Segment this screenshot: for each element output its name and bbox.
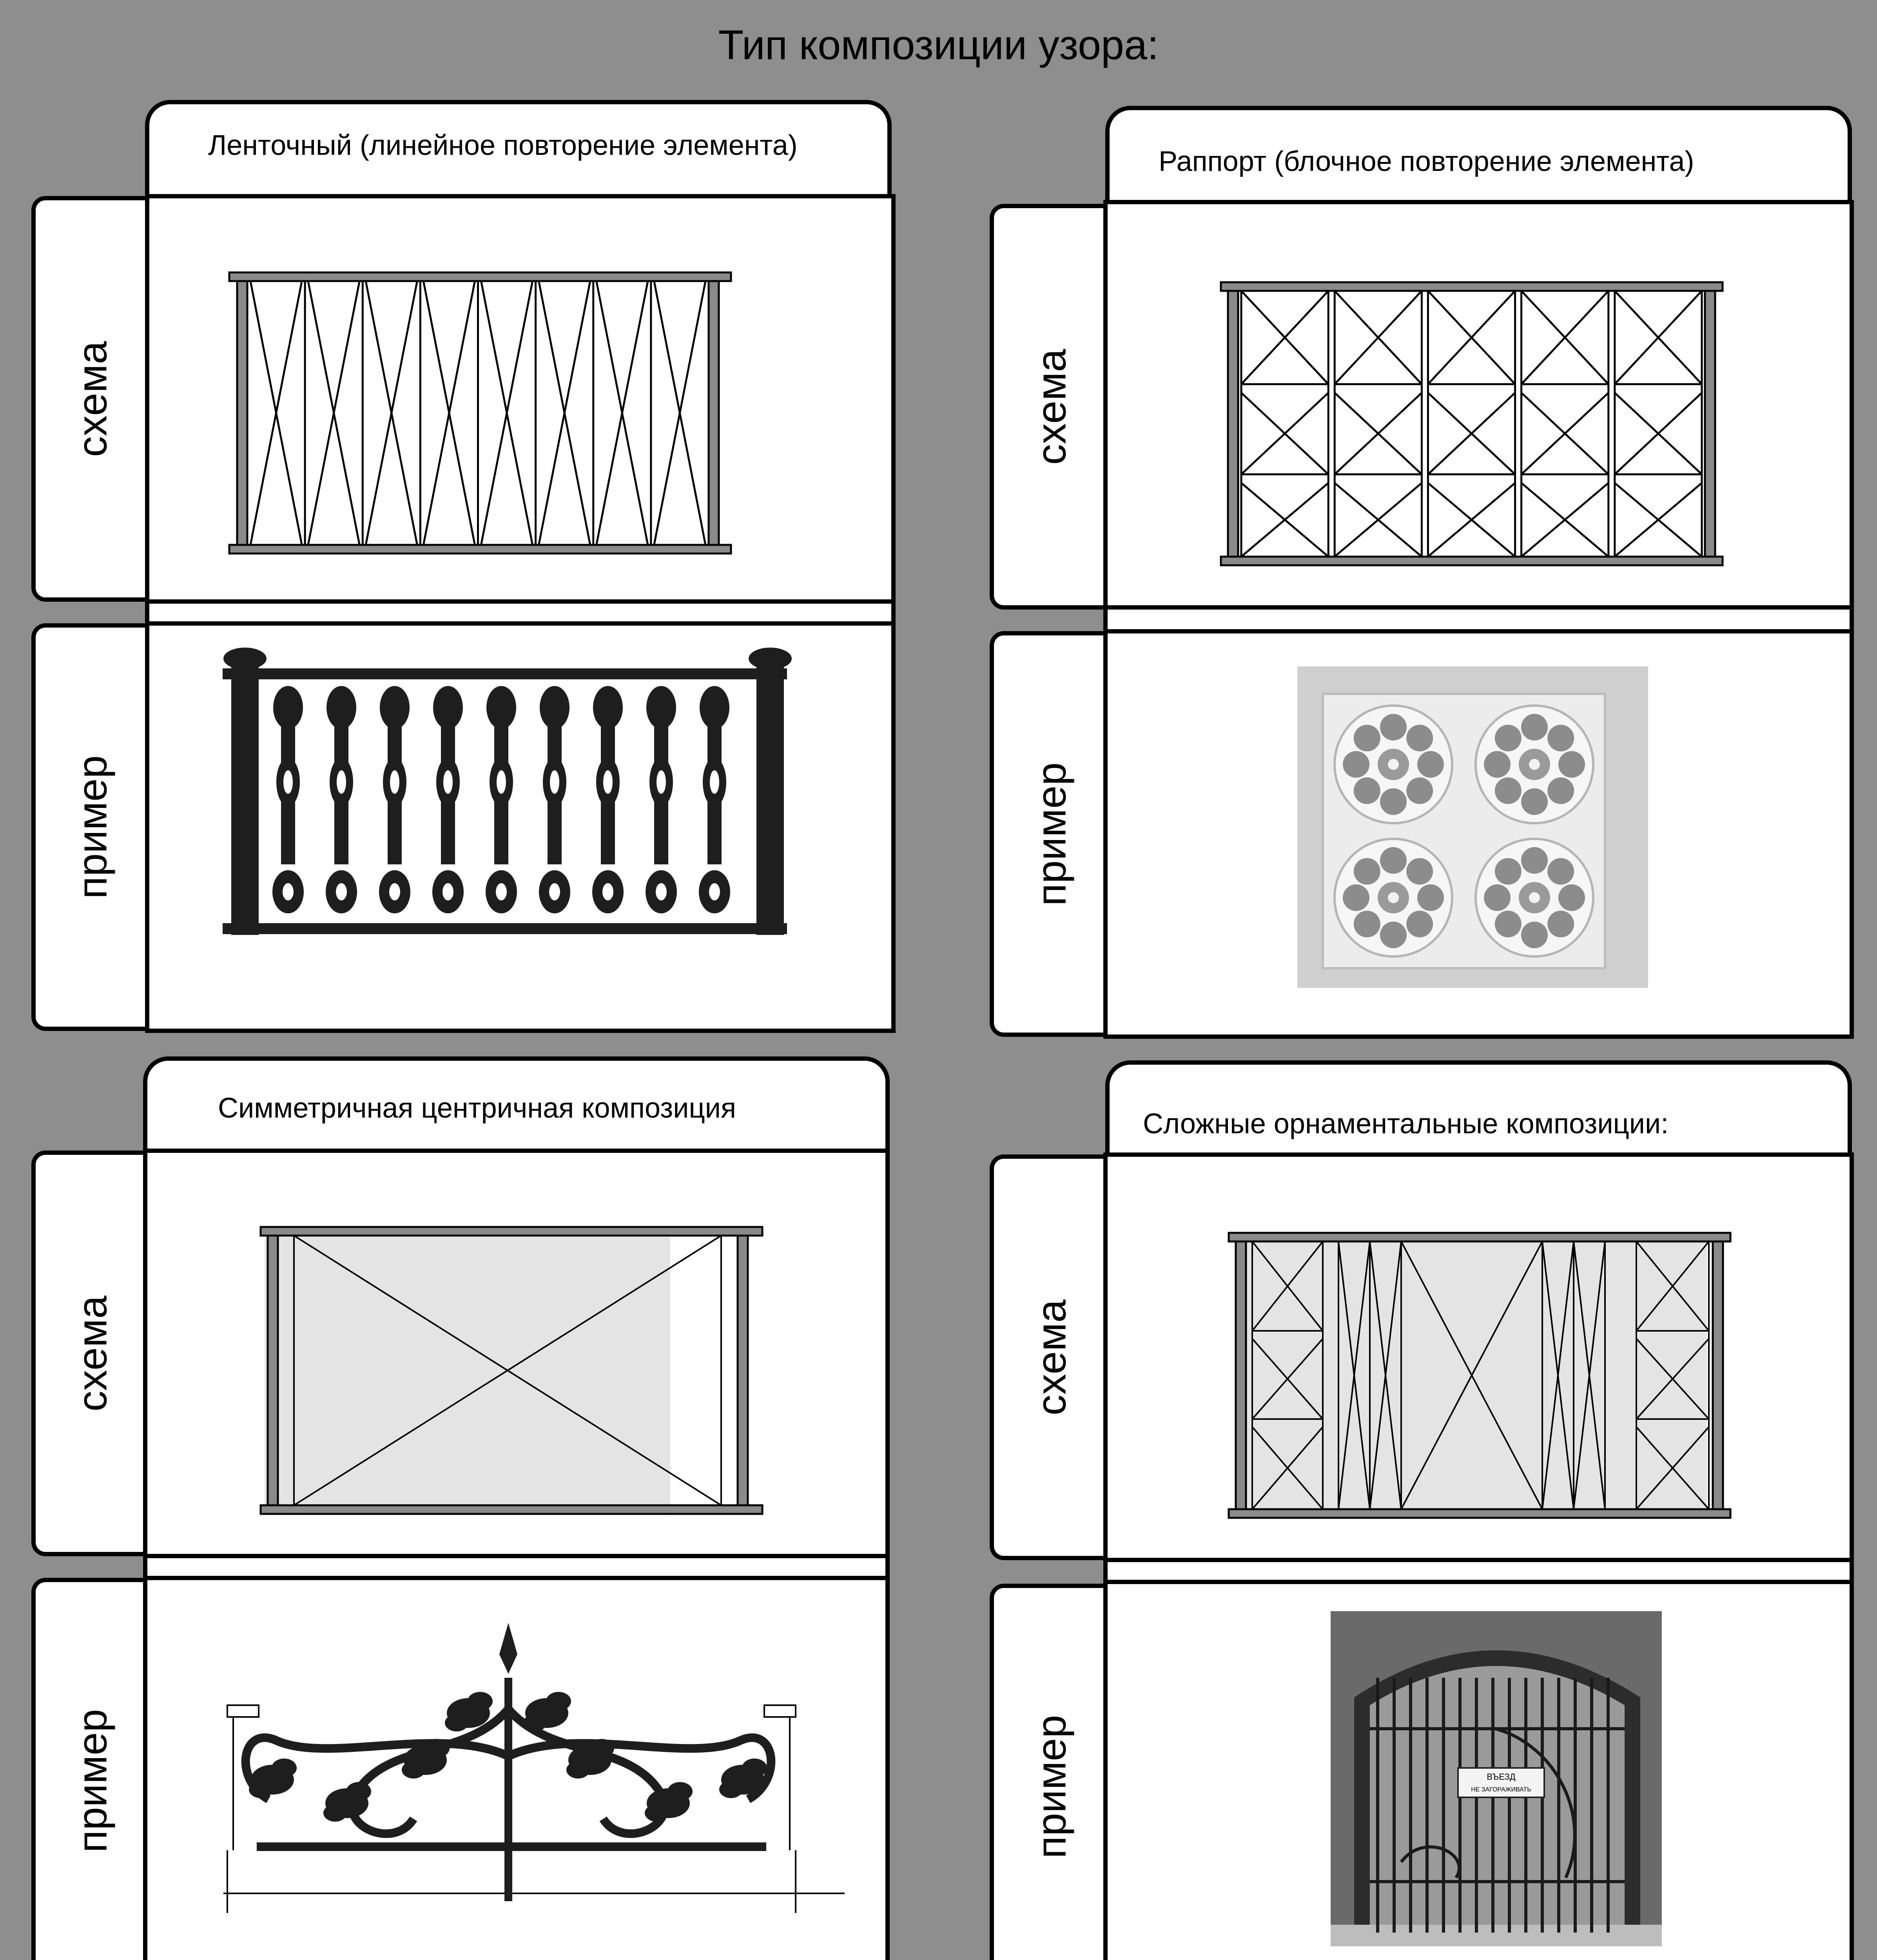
tab-complex <box>1105 1060 1852 1156</box>
example-panel <box>1103 1580 1854 1960</box>
scheme-complex-diagram <box>1103 1152 1854 1562</box>
sign-line1: ВЪЕЗД <box>1487 1772 1516 1782</box>
tab-rapport <box>1105 106 1852 202</box>
tab-symmetric <box>143 1056 890 1152</box>
scheme-label: схема <box>1028 348 1075 465</box>
side-scheme <box>990 204 1109 610</box>
example-panel <box>143 1576 890 1960</box>
side-example <box>31 623 149 1031</box>
scheme-panel <box>1103 1152 1854 1562</box>
side-scheme <box>990 1154 1109 1560</box>
ceramic-lattice-photo <box>1103 629 1854 1039</box>
page-title: Тип композиции узора: <box>718 22 1159 68</box>
section-title: Ленточный (линейное повторение элемента) <box>208 130 798 161</box>
side-example <box>990 1584 1109 1960</box>
example-label: пример <box>1028 1715 1075 1858</box>
side-example <box>990 631 1109 1037</box>
side-example <box>31 1578 149 1960</box>
example-label: пример <box>69 755 115 899</box>
cast-iron-railing-image <box>145 621 896 1033</box>
scheme-symmetric-diagram <box>143 1149 890 1558</box>
tab-ribbon <box>145 100 892 196</box>
section-title: Симметричная центричная композиция <box>218 1093 736 1124</box>
scheme-panel <box>1103 200 1854 610</box>
scheme-label: схема <box>69 341 115 457</box>
scheme-label: схема <box>1028 1299 1075 1416</box>
scheme-panel <box>145 194 896 604</box>
example-panel <box>145 621 896 1033</box>
scheme-ribbon-diagram <box>145 194 896 604</box>
scheme-panel <box>143 1149 890 1558</box>
side-scheme <box>31 196 149 602</box>
example-label: пример <box>69 1709 115 1853</box>
side-scheme <box>31 1151 149 1556</box>
sign-line2: НЕ ЗАГОРАЖИВАТЬ <box>1471 1786 1531 1793</box>
wrought-iron-fence-drawing <box>143 1576 890 1960</box>
section-title: Сложные орнаментальные композиции: <box>1143 1108 1669 1140</box>
scheme-label: схема <box>69 1295 115 1412</box>
gate-arch-photo <box>1103 1580 1854 1960</box>
section-title: Раппорт (блочное повторение элемента) <box>1159 146 1694 177</box>
scheme-rapport-diagram <box>1103 200 1854 610</box>
example-label: пример <box>1028 762 1075 906</box>
example-panel <box>1103 629 1854 1039</box>
